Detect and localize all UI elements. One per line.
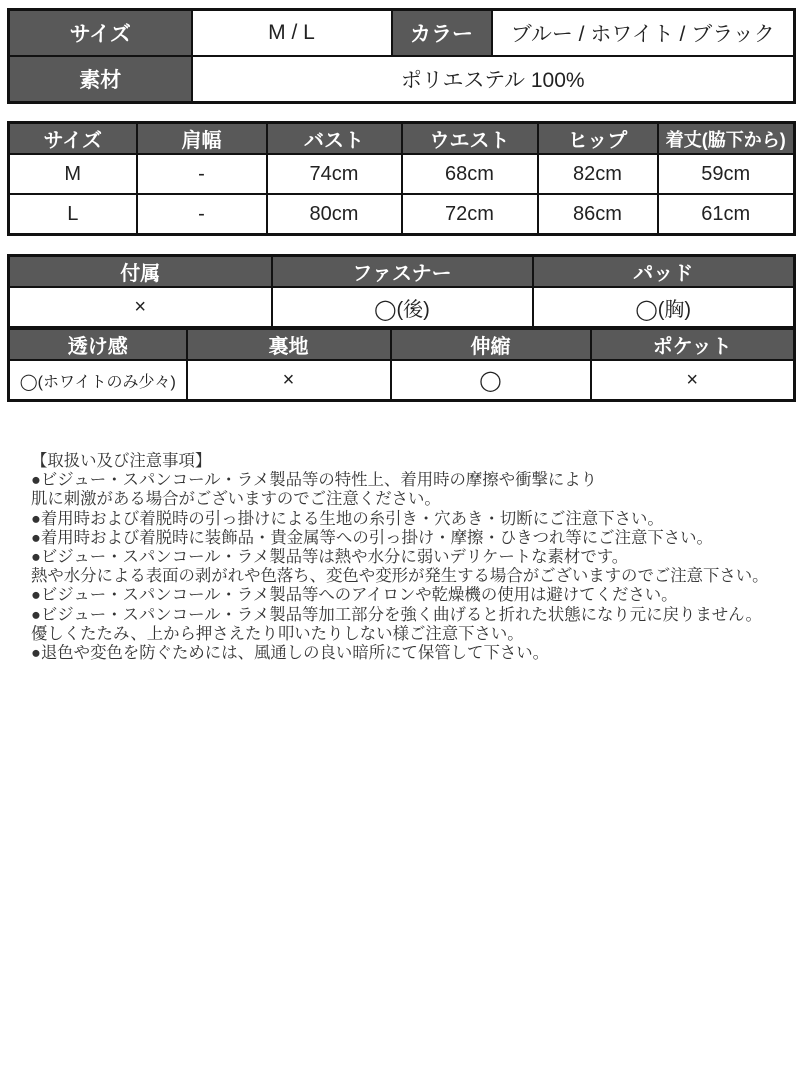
measurements-header-cell: 着丈(脇下から): [658, 123, 795, 155]
measurement-value-cell: M: [9, 154, 137, 194]
measurement-value-cell: 59cm: [658, 154, 795, 194]
color-value-cell: ブルー / ホワイト / ブラック: [492, 10, 795, 57]
care-note-line: 熱や水分による表面の剥がれや色落ち、変色や変形が発生する場合がございますのでご注意下さい。: [31, 567, 769, 586]
material-row: [9, 56, 795, 103]
measurement-value-cell: 68cm: [402, 154, 538, 194]
color-label-cell: カラー: [392, 10, 492, 57]
measurements-row-l: [9, 194, 795, 235]
accessory-label-cell: 付属: [9, 256, 272, 288]
care-note-line: ●ビジュー・スパンコール・ラメ製品等は熱や水分に弱いデリケートな素材です。: [31, 547, 629, 566]
measurements-row-m: [9, 154, 795, 194]
care-notes-title: 【取扱い及び注意事項】: [31, 452, 212, 470]
material-value-cell: ポリエステル 100%: [192, 56, 795, 103]
features-table-top: [7, 254, 796, 328]
measurement-value-cell: L: [9, 194, 137, 235]
care-note-line: ●着用時および着脱時の引っ掛けによる生地の糸引き・穴あき・切断にご注意下さい。: [31, 509, 664, 528]
care-note-line: ●ビジュー・スパンコール・ラメ製品等へのアイロンや乾燥機の使用は避けてください。: [31, 586, 678, 605]
care-notes: [31, 452, 793, 663]
features-table-bottom: [7, 328, 796, 402]
pad-label-cell: パッド: [533, 256, 795, 288]
zipper-value-cell: ◯(後): [272, 287, 533, 327]
care-note-line: ●着用時および着脱時に装飾品・貴金属等への引っ掛け・摩擦・ひきつれ等にご注意下さい。: [31, 528, 713, 547]
pad-value-cell: ◯(胸): [533, 287, 795, 327]
accessory-value-cell: ×: [9, 287, 272, 327]
measurements-header-cell: バスト: [267, 123, 402, 155]
measurements-header-cell: 肩幅: [137, 123, 267, 155]
measurements-header-cell: ヒップ: [538, 123, 658, 155]
care-note-line: 優しくたたみ、上から押さえたり叩いたりしない様ご注意下さい。: [31, 624, 524, 643]
measurements-table: [7, 121, 796, 236]
features-bottom-header-row: [9, 329, 795, 360]
measurement-value-cell: 74cm: [267, 154, 402, 194]
sheerness-value-cell: ◯(ホワイトのみ少々): [9, 360, 187, 401]
measurement-value-cell: -: [137, 194, 267, 235]
lining-value-cell: ×: [187, 360, 391, 401]
material-label-cell: 素材: [9, 56, 192, 103]
size-label-cell: サイズ: [9, 10, 192, 57]
sheerness-label-cell: 透け感: [9, 329, 187, 360]
lining-label-cell: 裏地: [187, 329, 391, 360]
pocket-label-cell: ポケット: [591, 329, 795, 360]
care-note-line: ●ビジュー・スパンコール・ラメ製品等加工部分を強く曲げると折れた状態になり元に戻りません。: [31, 605, 762, 624]
measurement-value-cell: 80cm: [267, 194, 402, 235]
measurements-header-cell: ウエスト: [402, 123, 538, 155]
features-top-header-row: [9, 256, 795, 288]
measurement-value-cell: 82cm: [538, 154, 658, 194]
size-color-material-table: [7, 8, 796, 104]
measurement-value-cell: 72cm: [402, 194, 538, 235]
care-note-line: ●退色や変色を防ぐためには、風通しの良い暗所にて保管して下さい。: [31, 643, 550, 662]
care-note-line: 肌に刺激がある場合がございますのでご注意ください。: [31, 490, 441, 509]
stretch-label-cell: 伸縮: [391, 329, 591, 360]
care-note-line: ●ビジュー・スパンコール・ラメ製品等の特性上、着用時の摩擦や衝撃により: [31, 471, 598, 490]
stretch-value-cell: ◯: [391, 360, 591, 401]
features-bottom-value-row: [9, 360, 795, 401]
size-value-cell: M / L: [192, 10, 392, 57]
measurement-value-cell: 86cm: [538, 194, 658, 235]
measurements-header-row: [9, 123, 795, 155]
measurement-value-cell: -: [137, 154, 267, 194]
features-top-value-row: [9, 287, 795, 327]
zipper-label-cell: ファスナー: [272, 256, 533, 288]
measurement-value-cell: 61cm: [658, 194, 795, 235]
pocket-value-cell: ×: [591, 360, 795, 401]
size-color-row: [9, 10, 795, 57]
measurements-header-cell: サイズ: [9, 123, 137, 155]
